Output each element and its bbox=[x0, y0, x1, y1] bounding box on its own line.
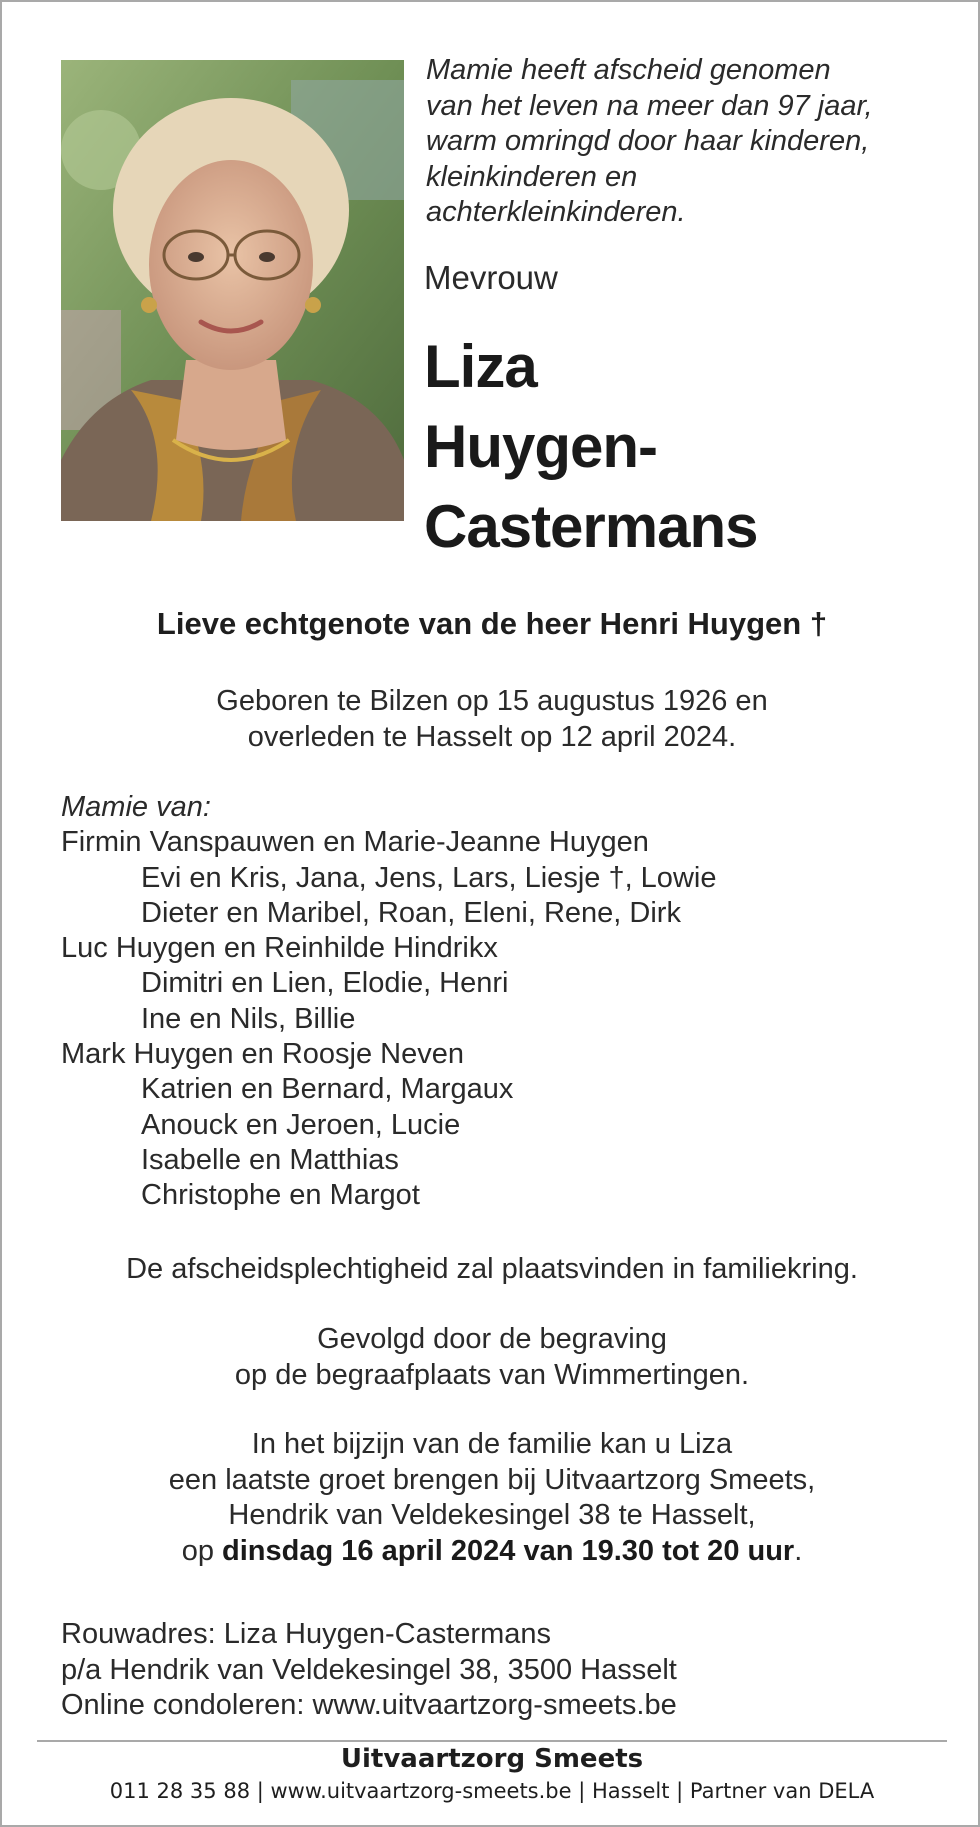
address-line: p/a Hendrik van Veldekesingel 38, 3500 Hasselt bbox=[61, 1653, 677, 1686]
child-couple: Luc Huygen en Reinhilde Hindrikx bbox=[61, 932, 498, 965]
deceased-name bbox=[424, 327, 964, 567]
name-line: Huygen- bbox=[424, 413, 657, 480]
visit-datetime-line bbox=[2, 1534, 980, 1570]
visitation-info bbox=[2, 1427, 980, 1569]
mourning-address bbox=[61, 1617, 941, 1724]
grandchild-line: Dimitri en Lien, Elodie, Henri bbox=[141, 967, 509, 1000]
portrait-photo bbox=[61, 60, 404, 521]
grandchild-line: Katrien en Bernard, Margaux bbox=[141, 1073, 514, 1106]
grandchild-line: Anouck en Jeroen, Lucie bbox=[141, 1108, 461, 1141]
family-list bbox=[61, 790, 941, 1214]
born-line: Geboren te Bilzen op 15 augustus 1926 en bbox=[216, 685, 768, 717]
family-heading: Mamie van: bbox=[61, 791, 211, 823]
grandchild-line: Evi en Kris, Jana, Jens, Lars, Liesje †, Lowie bbox=[141, 861, 717, 894]
child-couple: Firmin Vanspauwen en Marie-Jeanne Huygen bbox=[61, 826, 649, 859]
visit-suffix: . bbox=[794, 1534, 803, 1567]
name-line: Castermans bbox=[424, 493, 758, 560]
intro-line: warm omringd door haar kinderen, bbox=[426, 125, 870, 157]
burial-info bbox=[2, 1322, 980, 1393]
grandchild-line: Dieter en Maribel, Roan, Eleni, Rene, Dirk bbox=[141, 896, 681, 929]
burial-line: Gevolgd door de begraving bbox=[317, 1323, 667, 1355]
intro-line: kleinkinderen en bbox=[426, 160, 638, 193]
grandchild-line: Ine en Nils, Billie bbox=[141, 1002, 356, 1035]
grandchild-line: Christophe en Margot bbox=[141, 1179, 420, 1212]
funeral-home-contact: 011 28 35 88 | www.uitvaartzorg-smeets.be | Hasselt | Partner van DELA bbox=[109, 1779, 875, 1803]
intro-line: achterkleinkinderen. bbox=[426, 196, 686, 228]
spouse-line: Lieve echtgenote van de heer Henri Huygen † bbox=[156, 606, 828, 641]
address-line: Rouwadres: Liza Huygen-Castermans bbox=[61, 1618, 551, 1650]
visit-datetime: dinsdag 16 april 2024 van 19.30 tot 20 uur bbox=[222, 1534, 795, 1567]
footer-divider bbox=[37, 1740, 947, 1742]
burial-line: op de begraafplaats van Wimmertingen. bbox=[234, 1358, 750, 1391]
intro-text bbox=[426, 53, 946, 231]
birth-death-info bbox=[2, 684, 980, 755]
visit-prefix: op bbox=[181, 1534, 223, 1567]
ceremony-line: De afscheidsplechtigheid zal plaatsvinden in familiekring. bbox=[126, 1253, 858, 1285]
intro-line: van het leven na meer dan 97 jaar, bbox=[426, 89, 873, 122]
funeral-home-name: Uitvaartzorg Smeets bbox=[340, 1744, 644, 1774]
born-line: overleden te Hasselt op 12 april 2024. bbox=[247, 720, 737, 753]
address-line: Online condoleren: www.uitvaartzorg-smeets.be bbox=[61, 1689, 677, 1721]
name-line: Liza bbox=[424, 333, 537, 400]
intro-line: Mamie heeft afscheid genomen bbox=[426, 54, 831, 86]
visit-line: een laatste groet brengen bij Uitvaartzorg Smeets, bbox=[168, 1463, 816, 1496]
ceremony-info bbox=[2, 1252, 980, 1288]
grandchild-line: Isabelle en Matthias bbox=[141, 1143, 399, 1176]
salutation: Mevrouw bbox=[424, 259, 558, 296]
child-couple: Mark Huygen en Roosje Neven bbox=[61, 1038, 464, 1071]
visit-line: Hendrik van Veldekesingel 38 te Hasselt, bbox=[228, 1499, 756, 1531]
visit-line: In het bijzijn van de familie kan u Liza bbox=[251, 1428, 733, 1460]
